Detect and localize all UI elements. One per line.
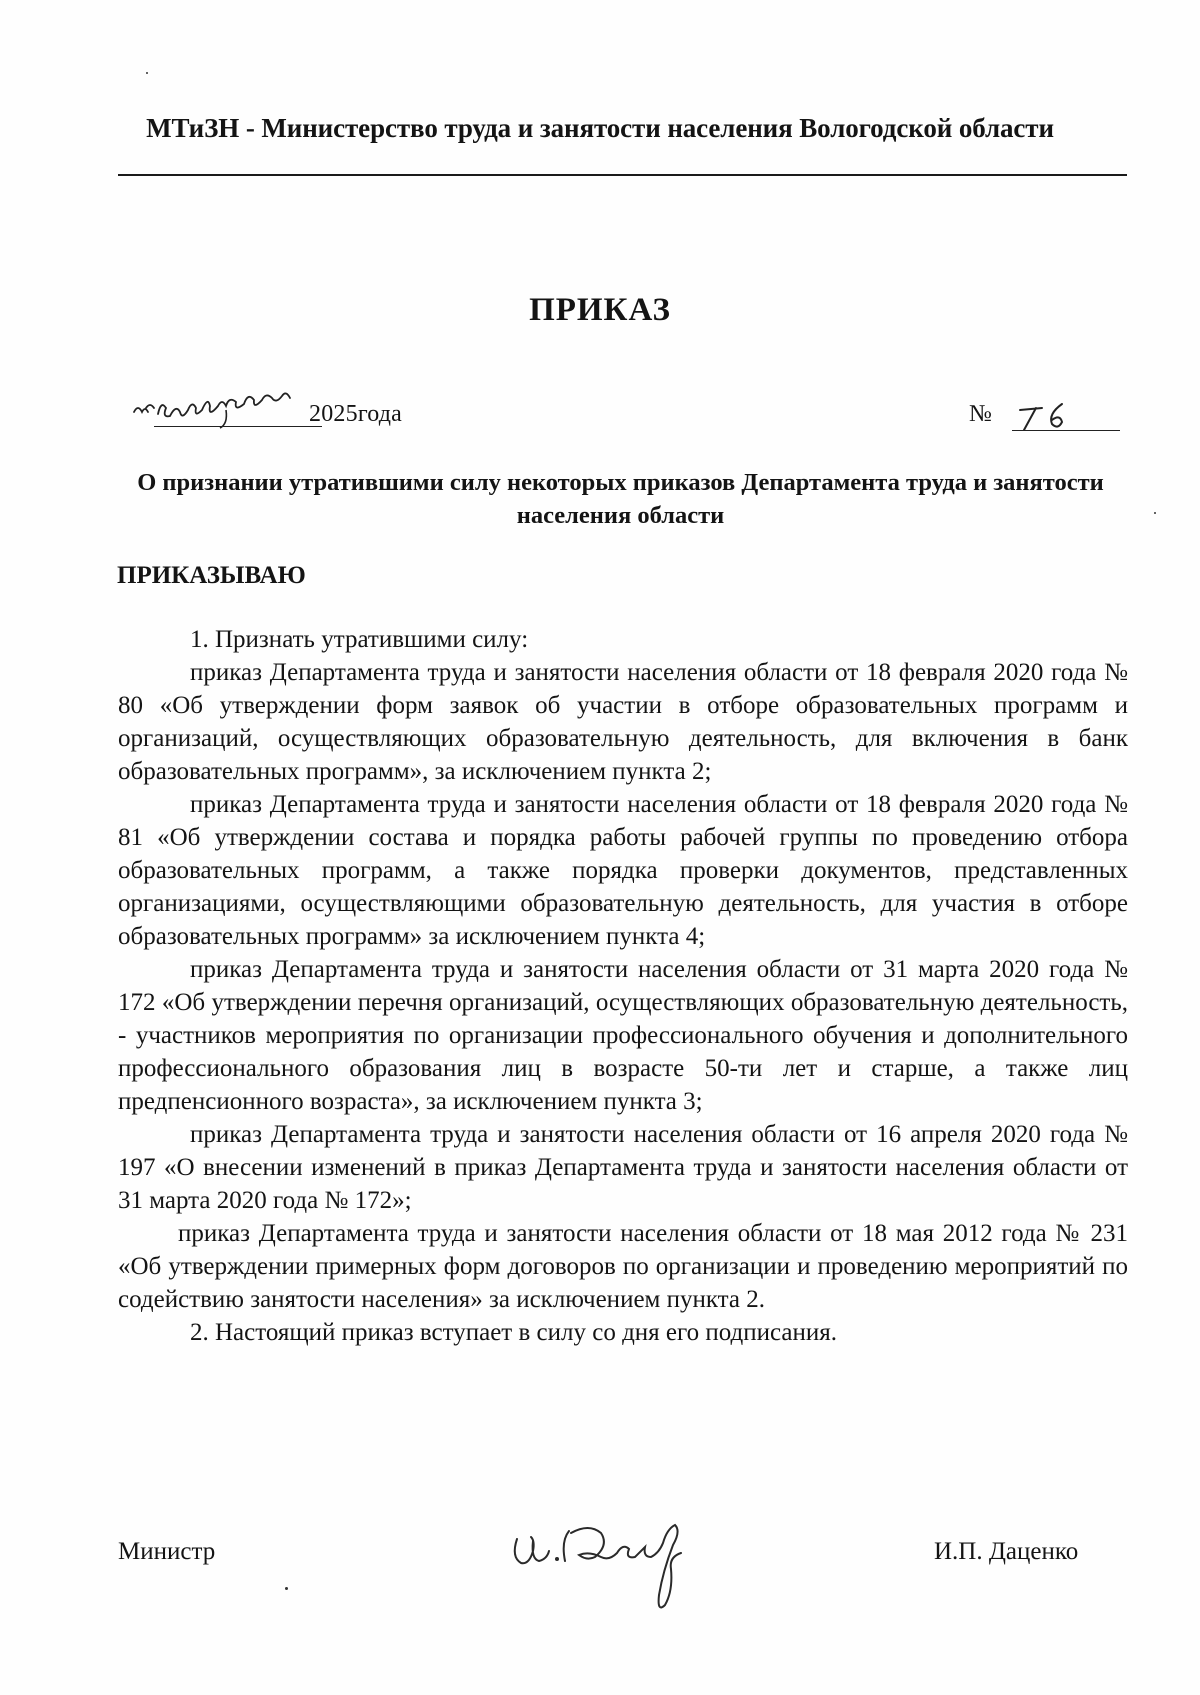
document-body: [118, 623, 1128, 1349]
document-title: ПРИКАЗ: [529, 292, 671, 328]
signer-position: Министр: [118, 1538, 216, 1565]
document-subject: О признании утратившими силу некоторых приказов Департамента труда и занятости населения области: [137, 469, 1104, 529]
paragraph-order-172: приказ Департамента труда и занятости населения области от 31 марта 2020 года № 172 «Об утверждении перечня организаций, осуществляющих образовательную деятельность, - участников мероприятия по организации профессионального обучения и дополнительного профессионального образования лиц в возрасте 50-ти лет и старше, а также лиц предпенсионного возраста», за исключением пункта 3;: [118, 956, 1128, 1115]
handwritten-date-image: [132, 392, 312, 430]
handwritten-number-image: [1010, 396, 1080, 432]
header-rule: [118, 174, 1127, 176]
paragraph-order-231: приказ Департамента труда и занятости населения области от 18 мая 2012 года № 231 «Об утверждении примерных форм договоров по организации и проведению мероприятий по содействию занятости населения» за исключением пункта 2.: [118, 1220, 1128, 1313]
scan-speck: [146, 72, 148, 74]
handwritten-signature-image: [505, 1495, 775, 1615]
scan-speck: [1154, 512, 1156, 514]
order-directive: ПРИКАЗЫВАЮ: [117, 562, 306, 589]
paragraph-item-2: 2. Настоящий приказ вступает в силу со дня его подписания.: [190, 1319, 838, 1346]
paragraph-order-80: приказ Департамента труда и занятости населения области от 18 февраля 2020 года № 80 «Об утверждении форм заявок об участии в отборе образовательных программ и организаций, осуществляющих образовательную деятельность, для включения в банк образовательных программ», за исключением пункта 2;: [118, 659, 1128, 785]
organization-header: МТиЗН - Министерство труда и занятости населения Вологодской области: [146, 113, 1054, 143]
paragraph-item-1: 1. Признать утратившими силу:: [190, 626, 529, 653]
scan-speck: [285, 1587, 288, 1590]
document-date: [132, 392, 452, 430]
number-label: №: [969, 401, 992, 427]
paragraph-order-197: приказ Департамента труда и занятости населения области от 16 апреля 2020 года № 197 «О внесении изменений в приказ Департамента труда и занятости населения области от 31 марта 2020 года № 172»;: [118, 1121, 1128, 1214]
date-underline: [154, 426, 322, 427]
signer-name: И.П. Даценко: [934, 1538, 1079, 1565]
number-underline: [1012, 430, 1120, 431]
date-year-and-suffix: 2025года: [309, 401, 403, 427]
paragraph-order-81: приказ Департамента труда и занятости населения области от 18 февраля 2020 года № 81 «Об утверждении состава и порядка работы рабочей группы по проведению отбора образовательных программ, а также порядка проверки документов, представленных организациями, осуществляющими образовательную деятельность, для участия в отборе образовательных программ» за исключением пункта 4;: [118, 791, 1128, 950]
